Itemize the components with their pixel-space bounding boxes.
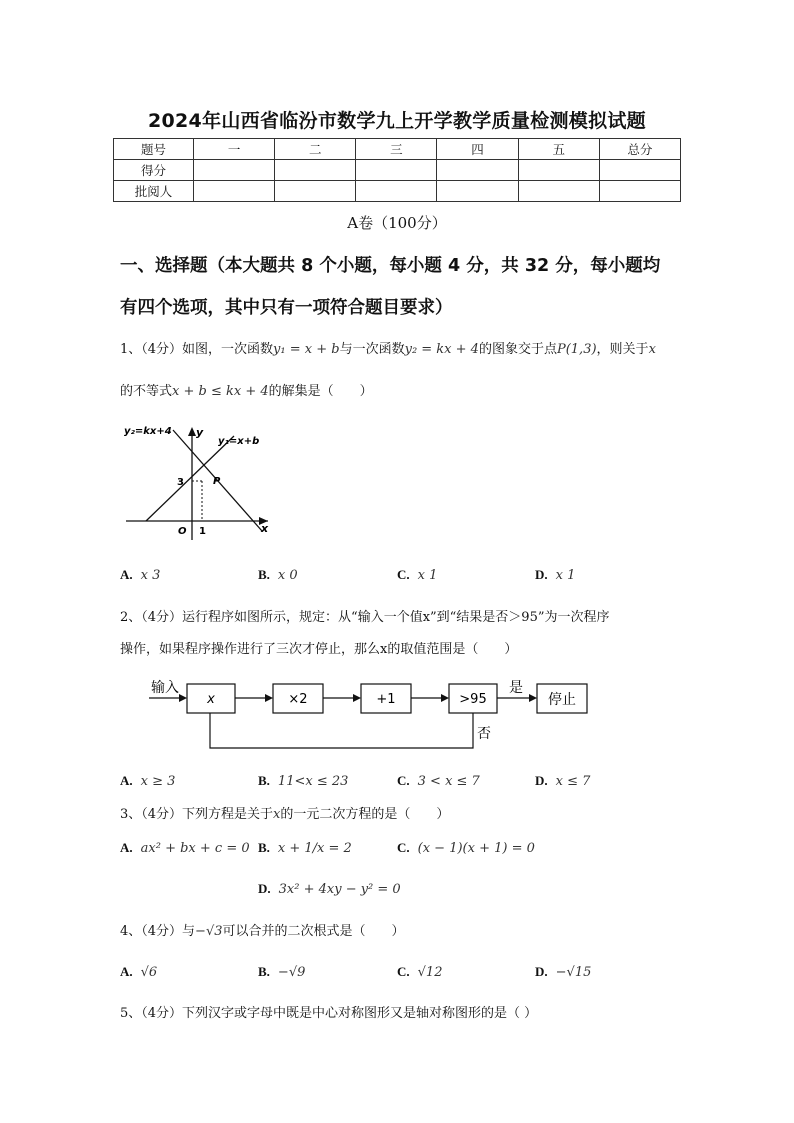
option-text: x 1 — [555, 568, 576, 583]
q4-option-b[interactable] — [258, 964, 305, 980]
q4-option-a[interactable] — [120, 964, 157, 980]
origin-label: O — [178, 526, 187, 537]
section-heading-line2: 有四个选项，其中只有一项符合题目要求） — [120, 298, 453, 318]
q4-option-c[interactable] — [397, 964, 442, 980]
score-cell — [194, 181, 275, 202]
option-text: x ≥ 3 — [140, 774, 176, 789]
flow-arrowhead — [353, 694, 361, 702]
flow-loop-line — [210, 713, 473, 748]
q1-point: P(1,3) — [556, 342, 597, 357]
option-letter: D. — [535, 567, 548, 582]
q4-option-d[interactable] — [535, 964, 591, 980]
section-heading-line1: 一、选择题（本大题共 8 个小题，每小题 4 分，共 32 分，每小题均 — [120, 256, 661, 276]
q1-option-d[interactable] — [535, 567, 575, 583]
score-cell — [194, 160, 275, 181]
flow-yes-label: 是 — [509, 680, 523, 696]
option-text: x 3 — [140, 568, 161, 583]
axis-y-label: y — [196, 426, 204, 439]
q1-function-1: y₁ = x + b — [273, 342, 340, 357]
q2-option-d[interactable] — [535, 773, 590, 789]
score-table-header-row — [114, 139, 681, 160]
q3-option-d[interactable] — [258, 881, 401, 897]
q3-option-a[interactable] — [120, 840, 250, 856]
tick-1: 1 — [199, 526, 206, 537]
q2-option-a[interactable] — [120, 773, 175, 789]
flow-arrowhead — [265, 694, 273, 702]
score-table — [113, 138, 681, 202]
q2-flowchart — [145, 676, 595, 752]
option-text: 3 < x ≤ 7 — [417, 774, 480, 789]
y-axis-arrow — [188, 427, 196, 436]
option-text: 11<x ≤ 23 — [277, 774, 349, 789]
score-table-header: 总分 — [599, 139, 680, 160]
option-letter: A. — [120, 773, 133, 788]
score-row-label: 批阅人 — [114, 181, 194, 202]
score-cell — [275, 160, 356, 181]
flow-box-stop-label: 停止 — [548, 692, 576, 708]
q2-option-b[interactable] — [258, 773, 348, 789]
flow-box-gt95-label: >95 — [459, 692, 487, 707]
label-y1: y₁=x+b — [218, 436, 260, 447]
option-text: √12 — [417, 965, 443, 980]
option-text: ax² + bx + c = 0 — [140, 841, 250, 856]
option-letter: D. — [258, 881, 271, 896]
score-cell — [599, 160, 680, 181]
option-letter: C. — [397, 567, 410, 582]
option-text: x + 1/x = 2 — [277, 841, 352, 856]
score-table-header: 四 — [437, 139, 518, 160]
q1-option-a[interactable] — [120, 567, 160, 583]
flow-box-x-label: x — [207, 692, 215, 707]
flow-arrowhead — [179, 694, 187, 702]
tick-3: 3 — [177, 477, 184, 488]
score-table-header: 一 — [194, 139, 275, 160]
question-5: 5、（4分）下列汉字或字母中既是中心对称图形又是轴对称图形的是（ ） — [120, 1006, 538, 1021]
question-1-line2 — [120, 380, 373, 399]
score-cell — [518, 160, 599, 181]
q1-suffix: ，则关于 — [596, 342, 649, 357]
question-3 — [120, 803, 449, 822]
score-table-row — [114, 181, 681, 202]
q1-inequality: x + b ≤ kx + 4 — [172, 384, 269, 399]
option-letter: C. — [397, 773, 410, 788]
flow-arrowhead — [529, 694, 537, 702]
q1-prefix: 1、（4分）如图，一次函数 — [120, 342, 274, 357]
q1-mid: 与一次函数 — [339, 342, 405, 357]
score-cell — [437, 181, 518, 202]
flow-no-label: 否 — [477, 726, 491, 742]
option-text: x ≤ 7 — [555, 774, 591, 789]
q1-function-graph — [118, 418, 278, 546]
score-table-row — [114, 160, 681, 181]
option-letter: A. — [120, 567, 133, 582]
score-table-header: 五 — [518, 139, 599, 160]
option-letter: A. — [120, 840, 133, 855]
option-text: x 1 — [417, 568, 438, 583]
page-title: 2024年山西省临汾市数学九上开学教学质量检测模拟试题 — [148, 110, 646, 132]
score-table-header: 三 — [356, 139, 437, 160]
score-cell — [356, 181, 437, 202]
paper-section-a: A卷（100分） — [347, 214, 447, 232]
q2-option-c[interactable] — [397, 773, 480, 789]
q1-line2-suffix: 的解集是（ ） — [268, 384, 373, 399]
question-2-line1: 2、（4分）运行程序如图所示，规定：从“输入一个值x”到“结果是否＞95”为一次程序 — [120, 610, 610, 625]
q4-suffix: 可以合并的二次根式是（ ） — [222, 924, 405, 939]
option-text: x 0 — [277, 568, 298, 583]
q1-mid2: 的图象交于点 — [478, 342, 557, 357]
q3-var: x — [273, 807, 281, 822]
option-text: −√9 — [277, 965, 306, 980]
score-table-header: 二 — [275, 139, 356, 160]
option-letter: B. — [258, 773, 270, 788]
option-letter: B. — [258, 964, 270, 979]
option-text: (x − 1)(x + 1) = 0 — [417, 841, 535, 856]
q3-prefix: 3、（4分）下列方程是关于 — [120, 807, 274, 822]
score-row-label: 得分 — [114, 160, 194, 181]
q1-line2-prefix: 的不等式 — [120, 384, 173, 399]
option-letter: C. — [397, 840, 410, 855]
question-4 — [120, 920, 405, 939]
q3-option-c[interactable] — [397, 840, 535, 856]
point-p-label: P — [213, 476, 221, 487]
q1-option-b[interactable] — [258, 567, 298, 583]
q3-suffix: 的一元二次方程的是（ ） — [280, 807, 450, 822]
score-cell — [518, 181, 599, 202]
option-text: −√15 — [555, 965, 592, 980]
option-text: 3x² + 4xy − y² = 0 — [278, 882, 401, 897]
option-letter: D. — [535, 964, 548, 979]
option-letter: A. — [120, 964, 133, 979]
flow-input-label: 输入 — [151, 680, 179, 696]
option-letter: C. — [397, 964, 410, 979]
flow-box-times2-label: ×2 — [288, 692, 308, 707]
score-cell — [599, 181, 680, 202]
q1-option-c[interactable] — [397, 567, 437, 583]
option-letter: B. — [258, 840, 270, 855]
axis-x-label: x — [261, 522, 269, 535]
flow-box-plus1-label: +1 — [376, 692, 396, 707]
option-letter: D. — [535, 773, 548, 788]
option-text: √6 — [140, 965, 158, 980]
flow-arrowhead — [441, 694, 449, 702]
q4-prefix: 4、（4分）与 — [120, 924, 196, 939]
q4-expr: −√3 — [195, 924, 223, 939]
score-cell — [437, 160, 518, 181]
q1-function-2: y₂ = kx + 4 — [404, 342, 479, 357]
score-cell — [275, 181, 356, 202]
option-letter: B. — [258, 567, 270, 582]
question-2-line2: 操作，如果程序操作进行了三次才停止，那么x的取值范围是（ ） — [120, 642, 518, 657]
score-cell — [356, 160, 437, 181]
q3-option-b[interactable] — [258, 840, 352, 856]
score-table-header: 题号 — [114, 139, 194, 160]
q1-var: x — [648, 342, 656, 357]
question-1-line1 — [120, 338, 656, 357]
label-y2: y₂=kx+4 — [124, 426, 172, 437]
